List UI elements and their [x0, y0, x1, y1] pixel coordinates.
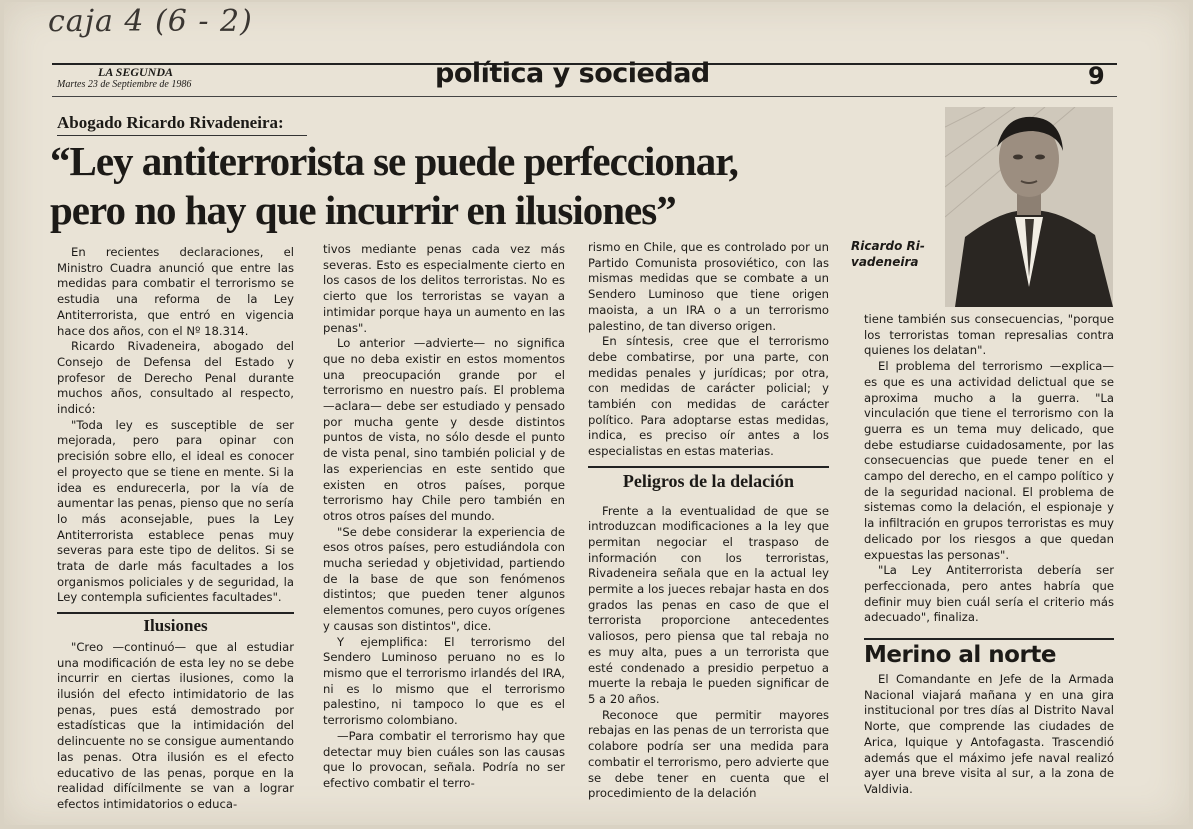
paragraph: tivos mediante penas cada vez más severas. Esto es especialmente cierto en los casos de los delitos terroristas. No es cierto que los terroristas se vayan a intimidar porque haya un aumento en las penas".: [323, 242, 565, 335]
paragraph: tiene también sus consecuencias, "porque los terroristas toman represalias contra quienes los delatan".: [864, 312, 1114, 358]
photo-caption: [851, 238, 925, 270]
brief-title: Merino al norte: [864, 642, 1056, 668]
article-kicker: Abogado Ricardo Rivadeneira:: [57, 113, 284, 132]
paragraph: El Comandante en Jefe de la Armada Nacional viajará mañana y en una gira institucional por tres días al Distrito Naval Norte, que comprende las ciudades de Arica, Iquique y Antofagasta. Trascendió además que el máximo jefe naval realizó ayer una breve visita al sur, a la zona de Valdivia.: [864, 672, 1114, 796]
paragraph: "Se debe considerar la experiencia de esos otros países, pero estudiándola con mucha seriedad y objetividad, partiendo de la base de que son fenómenos distintos; que pueden tener algunos elementos comunes, pero cuyos orígenes y causas son distintos", dice.: [323, 524, 565, 633]
brief-body: [864, 672, 1114, 798]
page-number: 9: [1088, 62, 1105, 90]
paragraph: "Toda ley es susceptible de ser mejorada, pero para opinar con precisión sobre ello, el ideal es conocer el proyecto que se tiene en mente. Si la idea es endurecerla, por la vía de aumentar las penas, pienso que no sería lo más aconsejable, pues la Ley Antiterrorista establece penas muy severas para este tipo de delitos. Si se trata de darle más facultades a los organismos policiales y de seguridad, la Ley contempla suficientes facultades".: [57, 417, 294, 605]
handwritten-note: caja 4 (6 - 2): [48, 4, 253, 39]
portrait-photo: [945, 107, 1113, 307]
paragraph: Ricardo Rivadeneira, abogado del Consejo de Defensa del Estado y profesor de Derecho Penal durante muchos años, consultado al respecto, indicó:: [57, 339, 294, 417]
paper-name: LA SEGUNDA: [98, 65, 174, 79]
photo-caption-line-2: vadeneira: [851, 255, 919, 269]
portrait-illustration: [945, 107, 1113, 307]
subhead-ilusiones: Ilusiones: [57, 612, 294, 634]
section-title: política y sociedad: [435, 58, 710, 89]
article-column-2: [323, 242, 565, 792]
article-column-4: [864, 312, 1114, 626]
paper-date: Martes 23 de Septiembre de 1986: [57, 79, 192, 90]
masthead-rule-bottom: [52, 96, 1117, 97]
paragraph: En recientes declaraciones, el Ministro Cuadra anunció que entre las medidas para combatir el terrorismo se estudia una reforma de la Ley Antiterrorista, que entró en vigencia hace dos años, con el Nº 18.314.: [57, 245, 294, 338]
paragraph: Frente a la eventualidad de que se introduzcan modificaciones a la ley que permitan negociar el traspaso de información con los terroristas, Rivadeneira señala que en la actual ley permite a los jueces rebajar hasta en dos grados las penas en caso de que el terrorista proporcione antecedentes valiosos, pero piensa que tal rebaja no es muy alta, pues a un terrorista que esté condenado a presidio perpetuo a muerte la rebaja le pueden significar de 5 a 20 años.: [588, 503, 829, 706]
photo-caption-line-1: Ricardo Ri-: [851, 239, 925, 253]
brief-rule: [864, 638, 1114, 640]
paragraph: El problema del terrorismo —explica— es que es una actividad delictual que se aproxima mucho a la guerra. "La vinculación que tiene el terrorismo con la guerra es un tema muy delicado, que debe estudiarse cuidadosamente, por las consecuencias que puede tener en el campo del derecho, en el campo político y de la seguridad nacional. El problema de sistemas como la delación, el espionaje y la infiltración en grupos terroristas es muy delicado por los riesgos a que quedan expuestas las personas".: [864, 359, 1114, 562]
article-headline: [50, 137, 738, 235]
paragraph: rismo en Chile, que es controlado por un Partido Comunista prosoviético, con las mismas medidas que se combate a un Sendero Luminoso que tiene origen maoista, a un IRA o a un terrorismo palestino, de tan diverso origen.: [588, 240, 829, 333]
article-column-1: [57, 245, 294, 813]
headline-line-1: “Ley antiterrorista se puede perfeccionar,: [50, 138, 738, 184]
subhead-peligros: Peligros de la delación: [588, 466, 829, 498]
paragraph: Y ejemplifica: El terrorismo del Sendero Luminoso peruano no es lo mismo que el terrorismo irlandés del IRA, ni es lo mismo que el terrorismo palestino, ni tampoco lo que es el terrorismo colombiano.: [323, 634, 565, 728]
paragraph: "La Ley Antiterrorista debería ser perfeccionada, pero antes habría que definir muy bien cuál sería el criterio más adecuado", finaliza.: [864, 563, 1114, 625]
paragraph: En síntesis, cree que el terrorismo debe combatirse, por una parte, con medidas penales y jurídicas; por otra, con medidas de carácter policial; y también con medidas de carácter político. Para adoptarse estas medidas, indica, es preciso oír antes a los especialistas en estas materias.: [588, 334, 829, 459]
paragraph: —Para combatir el terrorismo hay que detectar muy bien cuáles son las causas que lo provocan, señala. Podría no ser efectivo combatir el terro-: [323, 728, 565, 790]
article-column-3: [588, 240, 829, 802]
paragraph: Reconoce que permitir mayores rebajas en las penas de un terrorista que colabore podría ser una medida para combatir el terrorismo, pero advierte que se debe tener en cuenta que el procedimiento de la delación: [588, 707, 829, 801]
paragraph: Lo anterior —advierte— no significa que no deba existir en estos momentos una preocupación grande por el terrorismo en nuestro país. El problema —aclara— debe ser estudiado y pensado por mucha gente y desde distintos puntos de vista, no sólo desde el punto de vista penal, sino también policial y de las experiencias en este sentido que existen en otros países, porque terrorismo hay Chile pero también en otros otros países del mundo.: [323, 336, 565, 523]
kicker-rule: [57, 135, 307, 136]
paragraph: "Creo —continuó— que al estudiar una modificación de esta ley no se debe incurrir en ciertas ilusiones, como la ilusión del efecto intimidatorio de las penas, pues está demostrado por estadísticas que la intimidación del delincuente no se consigue aumentando las penas. Otra ilusión es el efecto educativo de las penas, porque en la realidad difícilmente se van a lograr efectos intimidatorios o educa-: [57, 639, 294, 811]
headline-line-2: pero no hay que incurrir en ilusiones”: [50, 187, 676, 233]
